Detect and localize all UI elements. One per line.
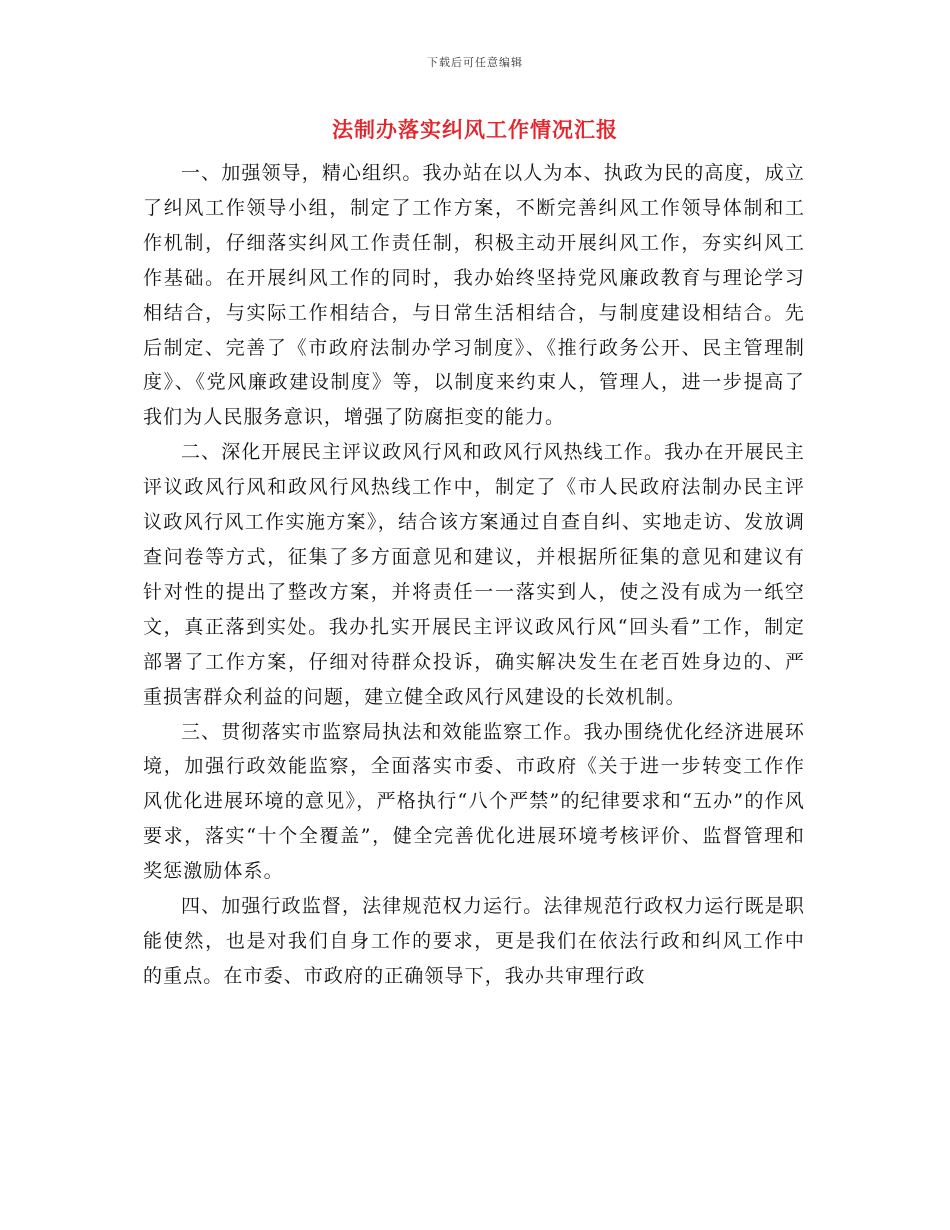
document-title: 法制办落实纠风工作情况汇报 — [332, 117, 618, 142]
paragraph-3: 三、贯彻落实市监察局执法和效能监察工作。我办围绕优化经济进展环境，加强行政效能监察，全面落实市委、市政府《关于进一步转变工作作风优化进展环境的意见》，严格执行“八个严禁”的纪律要求和“五办”的作风要求，落实“十个全覆盖”，健全完善优化进展环境考核评价、监督管理和奖惩激励体系。 — [143, 720, 805, 883]
header-note: 下载后可任意编辑 — [427, 56, 523, 69]
document-body — [143, 156, 805, 994]
paragraph-4: 四、加强行政监督，法律规范权力运行。法律规范行政权力运行既是职能使然，也是对我们自身工作的要求，更是我们在依法行政和纠风工作中的重点。在市委、市政府的正确领导下，我办共审理行政 — [143, 895, 805, 987]
paragraph-1: 一、加强领导，精心组织。我办站在以人为本、执政为民的高度，成立了纠风工作领导小组，制定了工作方案，不断完善纠风工作领导体制和工作机制，仔细落实纠风工作责任制，积极主动开展纠风工作，夯实纠风工作基础。在开展纠风工作的同时，我办始终坚持党风廉政教育与理论学习相结合，与实际工作相结合，与日常生活相结合，与制度建设相结合。先后制定、完善了《市政府法制办学习制度》、《推行政务公开、民主管理制度》、《党风廉政建设制度》等，以制度来约束人，管理人，进一步提高了我们为人民服务意识，增强了防腐拒变的能力。 — [143, 162, 805, 429]
paragraph-2: 二、深化开展民主评议政风行风和政风行风热线工作。我办在开展民主评议政风行风和政风行风热线工作中，制定了《市人民政府法制办民主评议政风行风工作实施方案》，结合该方案通过自查自纠、实地走访、发放调查问卷等方式，征集了多方面意见和建议，并根据所征集的意见和建议有针对性的提出了整改方案，并将责任一一落实到人，使之没有成为一纸空文，真正落到实处。我办扎实开展民主评议政风行风“回头看”工作，制定部署了工作方案，仔细对待群众投诉，确实解决发生在老百姓身边的、严重损害群众利益的问题，建立健全政风行风建设的长效机制。 — [143, 441, 805, 708]
